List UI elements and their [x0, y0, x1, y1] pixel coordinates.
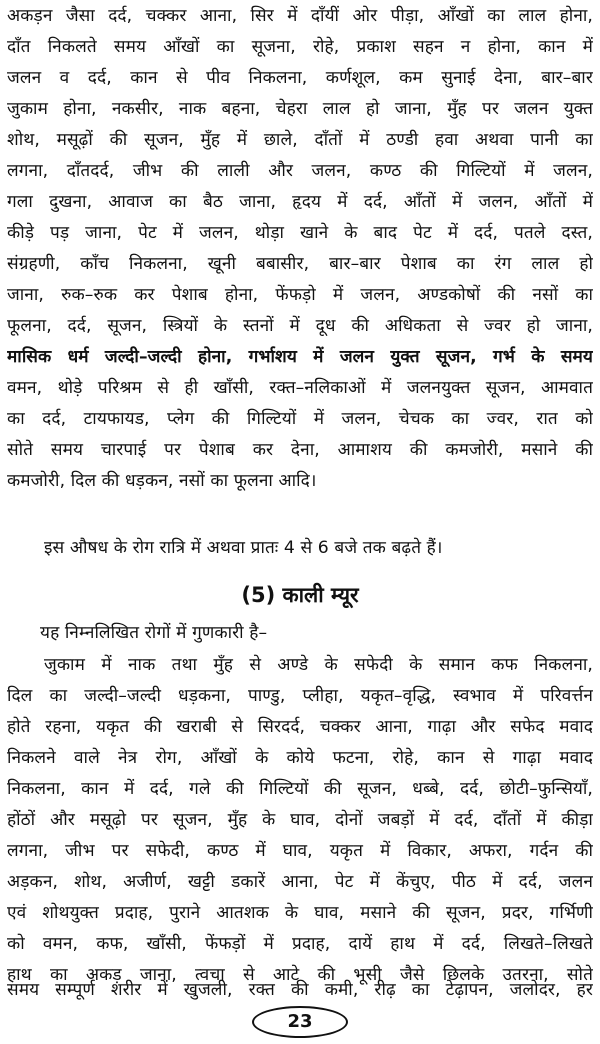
- body-text-line: अड़कन, शोथ, अजीर्ण, खट्टी डकारें आना, पेट में केंचुए, पीठ में दर्द, जलन: [7, 872, 593, 892]
- body-text-line: जुकाम होना, नकसीर, नाक बहना, चेहरा लाल हो जाना, मुँह पर जलन युक्त: [7, 99, 593, 119]
- body-text-line: कमजोरी, दिल की धड़कन, नसों का फूलना आदि।: [7, 471, 317, 491]
- body-text-line: होंठों और मसूढ़ो पर सूजन, मुँह के घाव, दोनों जबड़ों में दर्द, दाँतों में कीड़ा: [7, 810, 593, 830]
- body-text-line: दाँत निकलते समय आँखों का सूजना, रोहे, प्रकाश सहन न होना, कान में: [7, 37, 593, 57]
- body-text-line: को वमन, कफ, खाँसी, फेंफड़ों में प्रदाह, दायें हाथ में दर्द, लिखते–लिखते: [7, 934, 593, 954]
- body-text-line: दिल का जल्दी–जल्दी धड़कना, पाण्डु, प्लीहा, यकृत–वृद्धि, स्वभाव में परिवर्त्तन: [7, 686, 593, 706]
- body-text-line: कीड़े पड़ जाना, पेट में जलन, थोड़ा खाने के बाद पेट में दर्द, पतले दस्त,: [7, 223, 593, 243]
- body-text-line: जुकाम में नाक तथा मुँह से अण्डे के सफेदी के समान कफ निकलना,: [44, 655, 593, 675]
- body-text-line: मासिक धर्म जल्दी–जल्दी होना, गर्भाशय में जलन युक्त सूजन, गर्भ के समय: [7, 347, 593, 367]
- body-text-line: जाना, रुक–रुक कर पेशाब होना, फेंफड़ो में जलन, अण्डकोषों की नसों का: [7, 285, 593, 305]
- body-text-line: निकलने वाले नेत्र रोग, आँखों के कोये फटना, रोहे, कान से गाढ़ा मवाद: [7, 748, 593, 768]
- body-text-line: अकड़न जैसा दर्द, चक्कर आना, सिर में दाँयीं ओर पीड़ा, आँखों का लाल होना,: [7, 6, 593, 26]
- body-text-line: संग्रहणी, काँच निकलना, खूनी बबासीर, बार–बार पेशाब का रंग लाल हो: [7, 254, 593, 274]
- intro-line: यह निम्नलिखित रोगों में गुणकारी है–: [40, 623, 268, 643]
- body-text-line: निकलना, कान में दर्द, गले की गिल्टियों की सूजन, धब्बे, दर्द, छोटी–फुन्सियाँ,: [7, 779, 593, 799]
- page-number-badge: [252, 1006, 348, 1038]
- body-text-line: एवं शोथयुक्त प्रदाह, पुराने आतशक के घाव, मसाने की सूजन, प्रदर, गर्भिणी: [7, 903, 593, 923]
- body-text-line: लगना, दाँतदर्द, जीभ की लाली और जलन, कण्ठ की गिल्टियों में जलन,: [7, 161, 593, 181]
- page-number: 23: [287, 1011, 313, 1032]
- body-text-line: शोथ, मसूढ़ों की सूजन, मुँह में छाले, दाँतों में ठण्डी हवा अथवा पानी का: [7, 130, 593, 150]
- body-text-line: का दर्द, टायफायड, प्लेग की गिल्टियों में जलन, चेचक का ज्वर, रात को: [7, 409, 593, 429]
- body-text-line: जलन व दर्द, कान से पीव निकलना, कर्णशूल, कम सुनाई देना, बार–बार: [7, 68, 593, 88]
- body-text-line: सोते समय चारपाई पर पेशाब कर देना, आमाशय की कमजोरी, मसाने की: [7, 440, 593, 460]
- timing-note: इस औषध के रोग रात्रि में अथवा प्रातः 4 से 6 बजे तक बढ़ते हैं।: [44, 538, 443, 558]
- body-text-line: होते रहना, यकृत की खराबी से सिरदर्द, चक्कर आना, गाढ़ा और सफेद मवाद: [7, 717, 593, 737]
- body-text-line: हाथ का अकड़ जाना, त्वचा से आटे की भूसी जैसे छिलके उतरना, सोते: [7, 965, 593, 985]
- body-text-line: फूलना, दर्द, सूजन, स्त्रियों के स्तनों में दूध की अधिकता से ज्वर हो जाना,: [7, 316, 593, 336]
- body-text-line: समय सम्पूर्ण शरीर में खुजली, रक्त की कमी, रीढ़ का टेढ़ापन, जलोदर, हर: [7, 980, 593, 1000]
- body-text-line: लगना, जीभ पर सफेदी, कण्ठ में घाव, यकृत में विकार, अफरा, गर्दन की: [7, 841, 593, 861]
- body-text-line: वमन, थोड़े परिश्रम से ही खाँसी, रक्त–नलिकाओं में जलनयुक्त सूजन, आमवात: [7, 378, 593, 398]
- body-text-line: गला दुखना, आवाज का बैठ जाना, हृदय में दर्द, आँतों में जलन, आँतों में: [7, 192, 593, 212]
- section-heading: (5) काली म्यूर: [241, 583, 359, 607]
